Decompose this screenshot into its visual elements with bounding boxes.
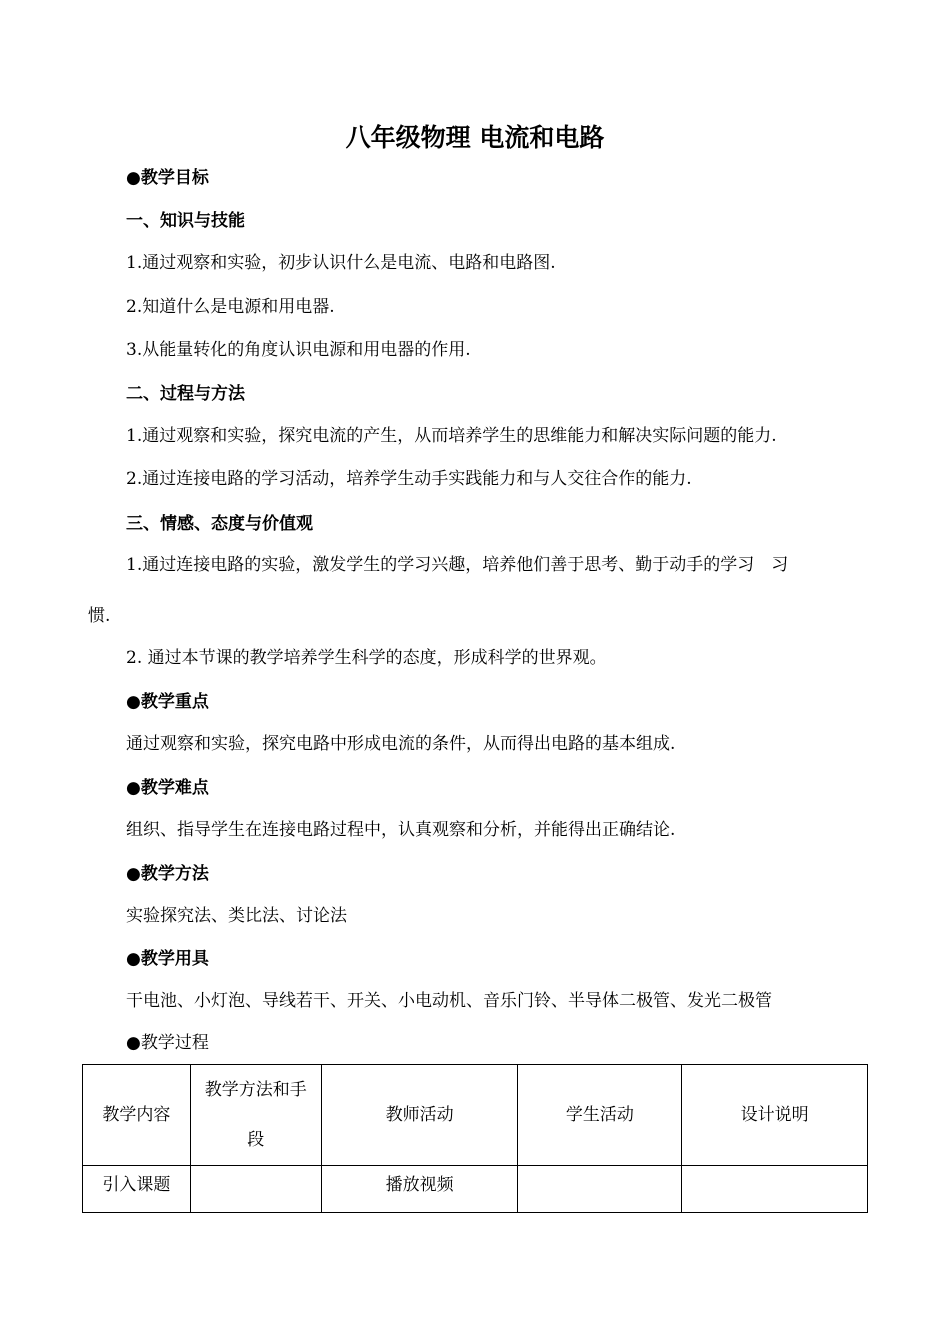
table-header-cell: 教学内容: [83, 1065, 191, 1166]
table-cell: [190, 1166, 321, 1213]
table-cell: [518, 1166, 682, 1213]
process-item: 1.通过观察和实验，探究电流的产生，从而培养学生的思维能力和解决实际问题的能力.: [126, 426, 777, 446]
knowledge-heading: 一、知识与技能: [126, 211, 245, 231]
process-heading: 二、过程与方法: [126, 384, 245, 404]
table-cell: 引入课题: [83, 1166, 191, 1213]
table-header-cell: 设计说明: [682, 1065, 868, 1166]
key-point-text: 通过观察和实验，探究电路中形成电流的条件，从而得出电路的基本组成.: [126, 734, 676, 754]
table-header-cell: 教学方法和手段: [190, 1065, 321, 1166]
tools-heading: ●教学用具: [126, 949, 209, 969]
process-item: 2.通过连接电路的学习活动，培养学生动手实践能力和与人交往合作的能力.: [126, 469, 692, 489]
emotion-heading: 三、情感、态度与价值观: [126, 514, 313, 534]
method-heading: ●教学方法: [126, 864, 209, 884]
document-title: 八年级物理 电流和电路: [345, 123, 605, 152]
emotion-item-line: 1.通过连接电路的实验，激发学生的学习兴趣，培养他们善于思考、勤于动手的学习 习: [126, 555, 789, 575]
tools-text: 干电池、小灯泡、导线若干、开关、小电动机、音乐门铃、半导体二极管、发光二极管: [126, 991, 772, 1011]
table-header-cell: 教师活动: [321, 1065, 518, 1166]
knowledge-item: 1.通过观察和实验，初步认识什么是电流、电路和电路图.: [126, 253, 556, 273]
emotion-item-line: 惯.: [88, 606, 111, 626]
table-cell: [682, 1166, 868, 1213]
table-cell: 播放视频: [321, 1166, 518, 1213]
difficulty-text: 组织、指导学生在连接电路过程中，认真观察和分析，并能得出正确结论.: [126, 820, 676, 840]
lesson-table: [82, 1064, 868, 1213]
method-text: 实验探究法、类比法、讨论法: [126, 906, 347, 926]
objectives-heading: ●教学目标: [126, 168, 209, 188]
knowledge-item: 3.从能量转化的角度认识电源和用电器的作用.: [126, 340, 471, 360]
table-row: [83, 1166, 868, 1213]
table-header-cell: 学生活动: [518, 1065, 682, 1166]
emotion-item: 2. 通过本节课的教学培养学生科学的态度，形成科学的世界观。: [126, 648, 607, 668]
key-point-heading: ●教学重点: [126, 692, 209, 712]
table-header-row: [83, 1065, 868, 1166]
knowledge-item: 2.知道什么是电源和用电器.: [126, 297, 335, 317]
teaching-process-heading: ●教学过程: [126, 1033, 209, 1053]
difficulty-heading: ●教学难点: [126, 778, 209, 798]
